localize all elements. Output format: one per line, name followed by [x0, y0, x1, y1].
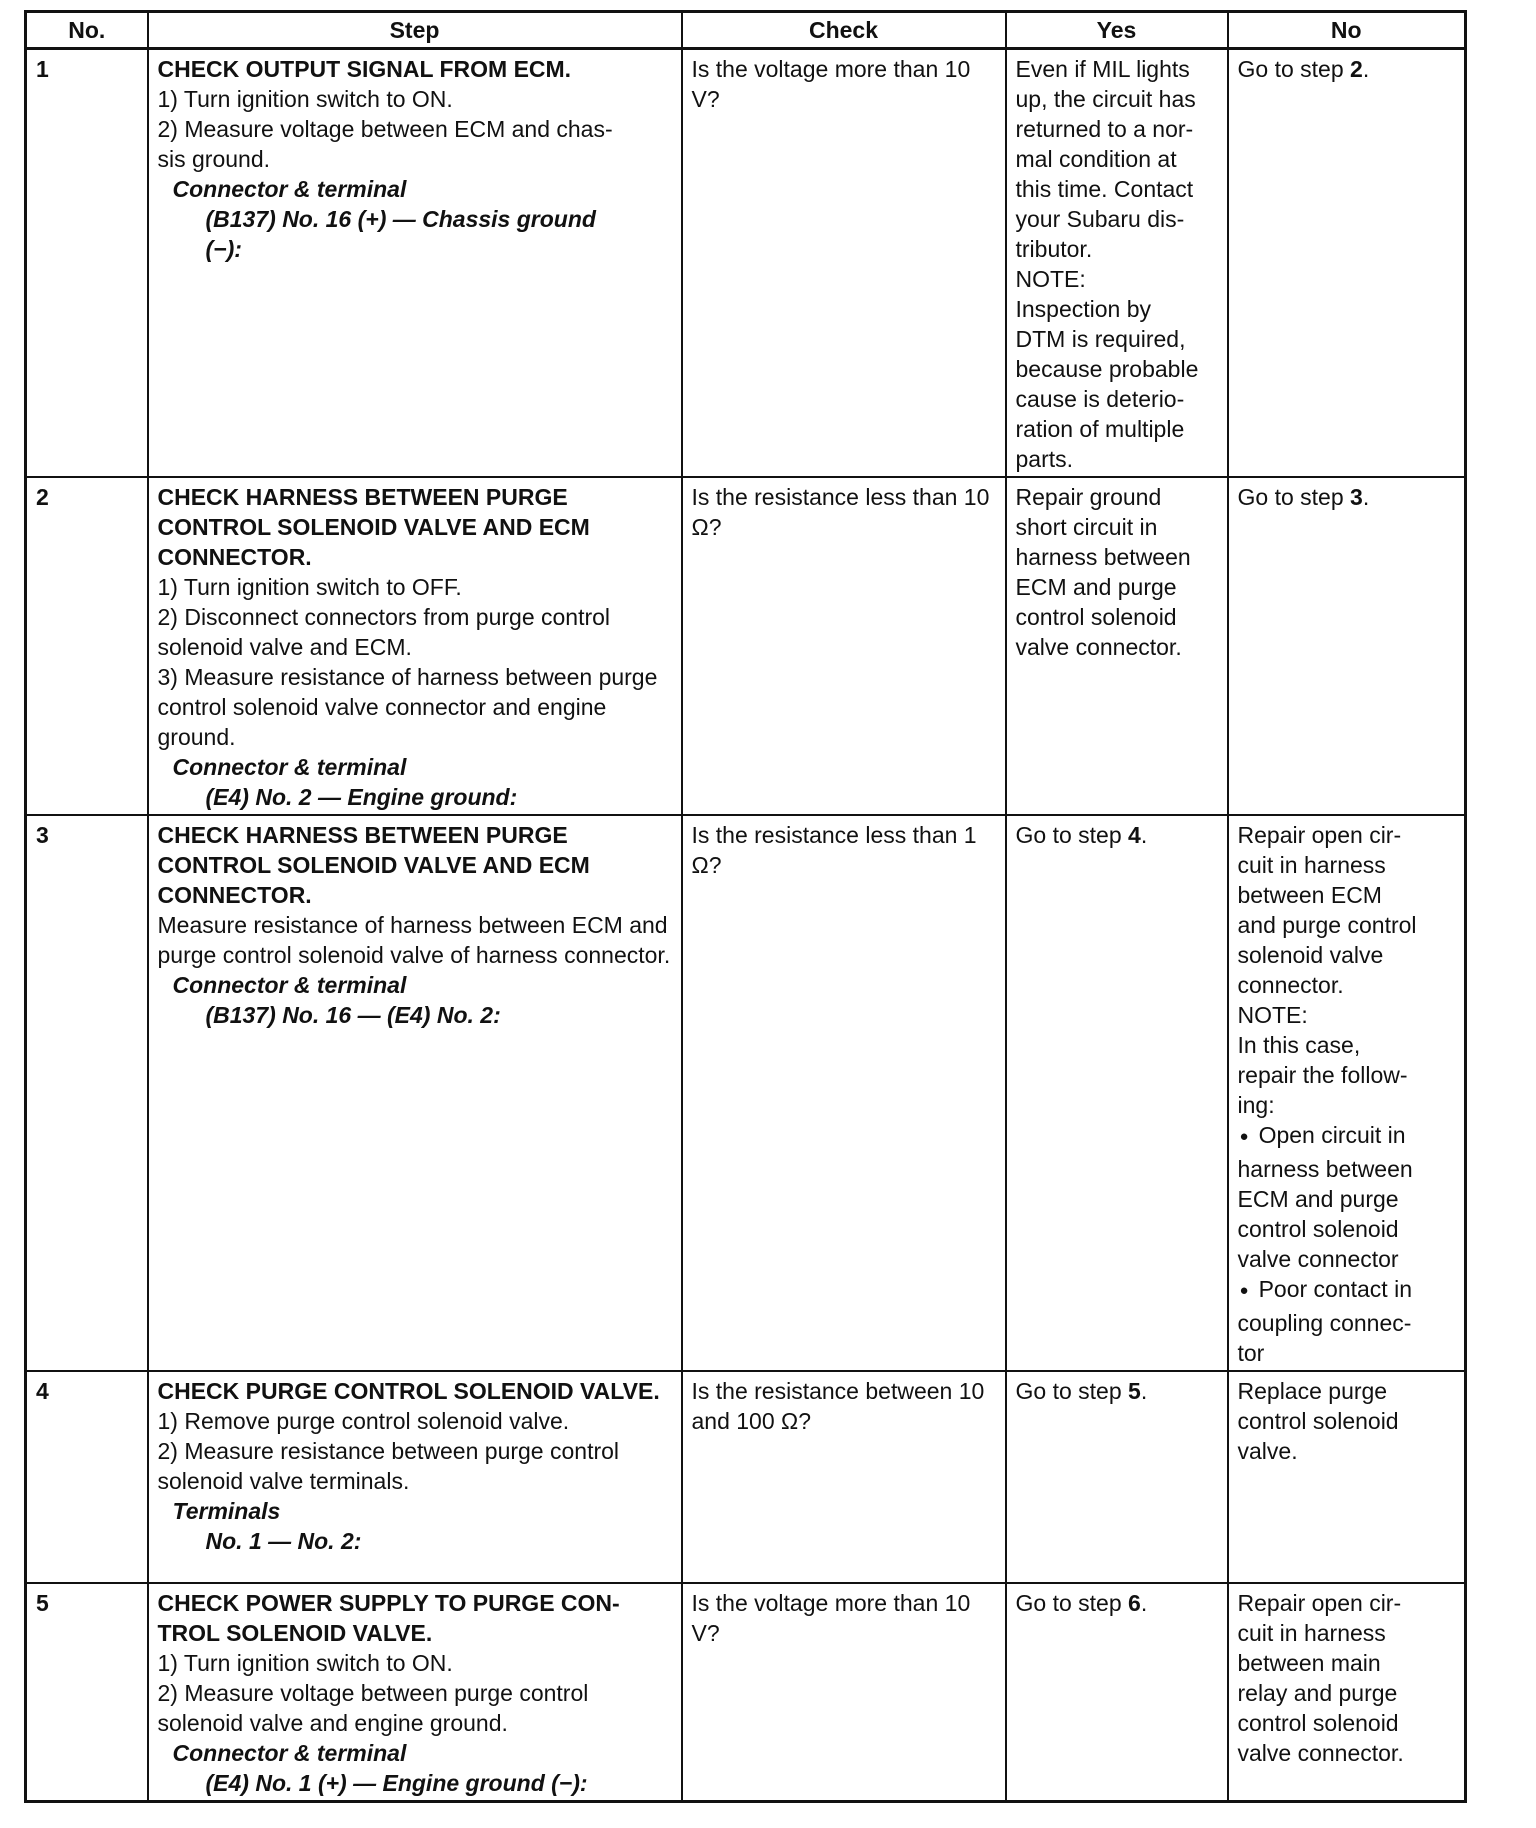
- no-suffix: .: [1362, 56, 1370, 82]
- yes-line: harness between: [1015, 544, 1191, 570]
- step-title: CHECK HARNESS BETWEEN PURGE CONTROL SOLENOID VALVE AND ECM CONNECTOR.: [157, 484, 590, 570]
- step-title: CHECK PURGE CONTROL SOLENOID VALVE.: [157, 1378, 660, 1404]
- yes-line: short circuit in: [1015, 514, 1158, 540]
- no-line: solenoid valve: [1237, 942, 1384, 968]
- no-cell: [1228, 49, 1466, 478]
- no-cell: [1228, 477, 1466, 815]
- no-line: between main: [1237, 1650, 1381, 1676]
- step-instruction: 1) Turn ignition switch to OFF.: [157, 574, 462, 600]
- bullet-item-line: harness between: [1237, 1156, 1413, 1182]
- terminals-label: Terminals: [172, 1498, 281, 1524]
- yes-suffix: .: [1140, 822, 1148, 848]
- check-cell: Is the voltage more than 10 V?: [682, 1583, 1006, 1802]
- step-reference: 4: [1128, 822, 1141, 848]
- bullet-item: ● Poor contact in: [1238, 1274, 1456, 1308]
- yes-cell: [1006, 815, 1228, 1371]
- connector-value: (B137) No. 16 (+) — Chassis ground: [205, 206, 596, 232]
- step-number: 1: [26, 49, 148, 478]
- step-reference: 6: [1128, 1590, 1141, 1616]
- check-cell: Is the voltage more than 10 V?: [682, 49, 1006, 478]
- yes-cell: [1006, 49, 1228, 478]
- step-instruction: Measure resistance of harness between ECM and purge control solenoid valve of harness connector.: [157, 912, 671, 968]
- no-prefix: Go to step: [1237, 484, 1351, 510]
- bullet-item-line: valve connector: [1237, 1246, 1399, 1272]
- step-number: 3: [26, 815, 148, 1371]
- yes-line: valve connector.: [1015, 634, 1182, 660]
- yes-line: Repair ground: [1015, 484, 1162, 510]
- step-instruction: 2) Measure voltage between purge control solenoid valve and engine ground.: [157, 1680, 589, 1736]
- step-cell: [148, 1371, 682, 1583]
- check-cell: Is the resistance less than 10 Ω?: [682, 477, 1006, 815]
- no-prefix: Go to step: [1237, 56, 1351, 82]
- yes-line: cause is deterio-: [1015, 386, 1185, 412]
- check-cell: Is the resistance between 10 and 100 Ω?: [682, 1371, 1006, 1583]
- no-line: control solenoid: [1237, 1408, 1399, 1434]
- yes-prefix: Go to step: [1015, 822, 1129, 848]
- bullet-item-line: tor: [1237, 1340, 1265, 1366]
- step-number: 2: [26, 477, 148, 815]
- no-line: and purge control: [1237, 912, 1417, 938]
- yes-line: control solenoid: [1015, 604, 1177, 630]
- yes-cell: [1006, 1583, 1228, 1802]
- table-row: [26, 477, 1466, 815]
- header-no: No.: [26, 12, 148, 49]
- step-reference: 2: [1350, 56, 1363, 82]
- step-instruction: 2) Measure voltage between ECM and chas-: [157, 116, 613, 142]
- connector-label: Connector & terminal: [172, 1740, 407, 1766]
- connector-value: (B137) No. 16 — (E4) No. 2:: [205, 1002, 501, 1028]
- bullet-item-line: ECM and purge: [1237, 1186, 1399, 1212]
- step-cell: [148, 815, 682, 1371]
- check-cell: Is the resistance less than 1 Ω?: [682, 815, 1006, 1371]
- no-line: ing:: [1237, 1092, 1275, 1118]
- yes-line: because probable: [1015, 356, 1199, 382]
- yes-cell: [1006, 1371, 1228, 1583]
- connector-value: (E4) No. 1 (+) — Engine ground (−):: [205, 1770, 588, 1796]
- table-row: [26, 815, 1466, 1371]
- no-line: cuit in harness: [1237, 852, 1386, 878]
- step-number: 5: [26, 1583, 148, 1802]
- step-instruction: 1) Remove purge control solenoid valve.: [157, 1408, 570, 1434]
- connector-value: (E4) No. 2 — Engine ground:: [205, 784, 518, 810]
- step-instruction: 2) Measure resistance between purge control solenoid valve terminals.: [157, 1438, 620, 1494]
- step-instruction: 1) Turn ignition switch to ON.: [157, 86, 453, 112]
- header-no-result: No: [1228, 12, 1466, 49]
- yes-line: ration of multiple: [1015, 416, 1185, 442]
- step-instruction: 3) Measure resistance of harness between purge control solenoid valve connector and engine ground.: [157, 664, 658, 750]
- yes-line: tributor.: [1015, 236, 1093, 262]
- step-number: 4: [26, 1371, 148, 1583]
- yes-prefix: Go to step: [1015, 1590, 1129, 1616]
- no-suffix: .: [1362, 484, 1370, 510]
- step-title: CHECK OUTPUT SIGNAL FROM ECM.: [157, 56, 572, 82]
- step-cell: [148, 477, 682, 815]
- yes-line: parts.: [1015, 446, 1074, 472]
- no-line: connector.: [1237, 972, 1344, 998]
- connector-label: Connector & terminal: [172, 754, 407, 780]
- table-row: [26, 1583, 1466, 1802]
- header-row: [26, 12, 1466, 49]
- yes-line: ECM and purge: [1015, 574, 1177, 600]
- table-row: [26, 1371, 1466, 1583]
- step-reference: 3: [1350, 484, 1363, 510]
- table-row: [26, 49, 1466, 478]
- yes-line: Inspection by: [1015, 296, 1152, 322]
- no-line: control solenoid: [1237, 1710, 1399, 1736]
- no-line: between ECM: [1237, 882, 1382, 908]
- yes-suffix: .: [1140, 1590, 1148, 1616]
- step-title: CHECK POWER SUPPLY TO PURGE CON-TROL SOLENOID VALVE.: [157, 1590, 620, 1646]
- step-cell: [148, 49, 682, 478]
- no-line: relay and purge: [1237, 1680, 1398, 1706]
- bullet-item-line: control solenoid: [1237, 1216, 1399, 1242]
- yes-line: Even if MIL lights: [1015, 56, 1190, 82]
- no-line: NOTE:: [1237, 1002, 1308, 1028]
- step-instruction: sis ground.: [157, 146, 271, 172]
- no-cell: [1228, 1371, 1466, 1583]
- terminals-value: No. 1 — No. 2:: [205, 1528, 362, 1554]
- yes-line: mal condition at: [1015, 146, 1177, 172]
- yes-suffix: .: [1140, 1378, 1148, 1404]
- connector-value-continued: (−):: [205, 236, 242, 262]
- step-instruction: 1) Turn ignition switch to ON.: [157, 1650, 453, 1676]
- no-cell: [1228, 1583, 1466, 1802]
- no-line: Repair open cir-: [1237, 822, 1402, 848]
- yes-line: this time. Contact: [1015, 176, 1194, 202]
- step-cell: [148, 1583, 682, 1802]
- bullet-item-line: coupling connec-: [1237, 1310, 1412, 1336]
- step-reference: 5: [1128, 1378, 1141, 1404]
- no-line: valve.: [1237, 1438, 1298, 1464]
- yes-line: up, the circuit has: [1015, 86, 1196, 112]
- no-line: In this case,: [1237, 1032, 1361, 1058]
- no-line: repair the follow-: [1237, 1062, 1408, 1088]
- diagnostic-table: [24, 10, 1467, 1803]
- no-line: valve connector.: [1237, 1740, 1404, 1766]
- bullet-item: ● Open circuit in: [1238, 1120, 1456, 1154]
- no-line: cuit in harness: [1237, 1620, 1386, 1646]
- step-instruction: 2) Disconnect connectors from purge control solenoid valve and ECM.: [157, 604, 611, 660]
- no-cell: [1228, 815, 1466, 1371]
- no-line: Repair open cir-: [1237, 1590, 1402, 1616]
- connector-label: Connector & terminal: [172, 176, 407, 202]
- header-step: Step: [148, 12, 682, 49]
- yes-cell: [1006, 477, 1228, 815]
- step-title: CHECK HARNESS BETWEEN PURGE CONTROL SOLENOID VALVE AND ECM CONNECTOR.: [157, 822, 590, 908]
- no-line: Replace purge: [1237, 1378, 1388, 1404]
- connector-label: Connector & terminal: [172, 972, 407, 998]
- diagnostic-procedure-sheet: [24, 10, 1464, 1803]
- header-check: Check: [682, 12, 1006, 49]
- yes-line: DTM is required,: [1015, 326, 1186, 352]
- yes-prefix: Go to step: [1015, 1378, 1129, 1404]
- yes-line: your Subaru dis-: [1015, 206, 1185, 232]
- yes-line: returned to a nor-: [1015, 116, 1194, 142]
- yes-line: NOTE:: [1015, 266, 1086, 292]
- header-yes: Yes: [1006, 12, 1228, 49]
